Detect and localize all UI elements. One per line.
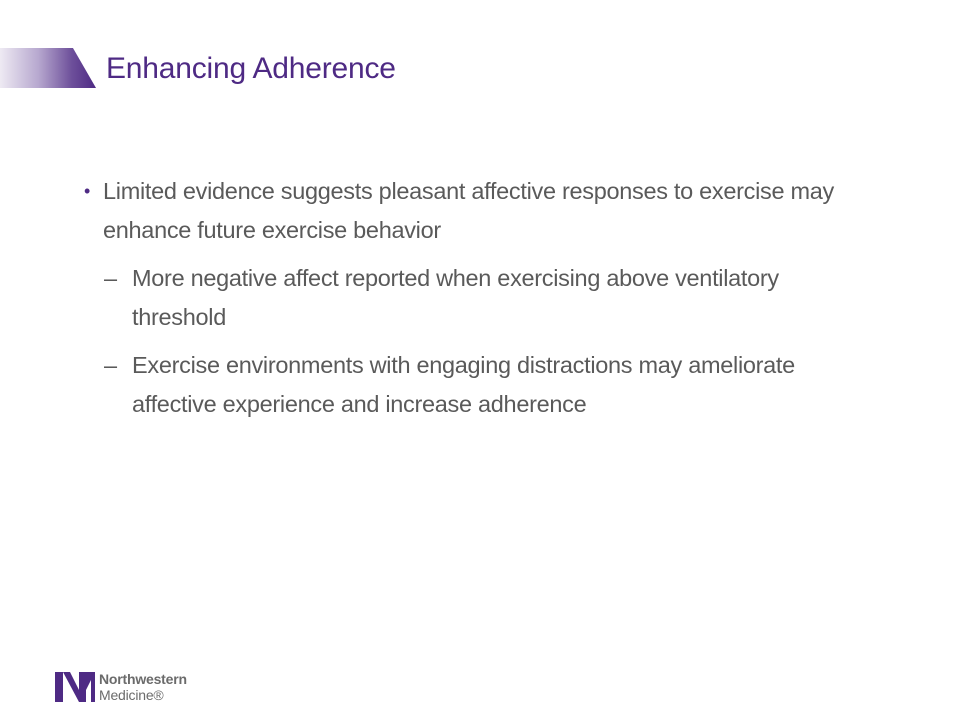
title-accent-bar xyxy=(0,48,96,88)
bullet-marker: • xyxy=(84,181,91,201)
sub-bullet-marker: – xyxy=(104,265,117,291)
sub-bullet-marker: – xyxy=(104,352,117,378)
sub-bullet-item xyxy=(84,259,844,337)
logo-name-line2: Medicine® xyxy=(99,687,164,703)
bullet-text: Limited evidence suggests pleasant affective responses to exercise may enhance future exercise behavior xyxy=(103,178,834,243)
slide-title: Enhancing Adherence xyxy=(106,52,396,85)
slide-body xyxy=(84,172,844,424)
sub-bullet-item xyxy=(84,346,844,424)
logo-name-line1: Northwestern xyxy=(99,671,187,687)
sub-bullet-text: Exercise environments with engaging distractions may ameliorate affective experience and increase adherence xyxy=(132,352,795,417)
bullet-item xyxy=(84,172,844,250)
sub-bullet-text: More negative affect reported when exercising above ventilatory threshold xyxy=(132,265,779,330)
northwestern-medicine-logo xyxy=(55,670,215,706)
nm-monogram-logo-icon xyxy=(55,672,95,702)
